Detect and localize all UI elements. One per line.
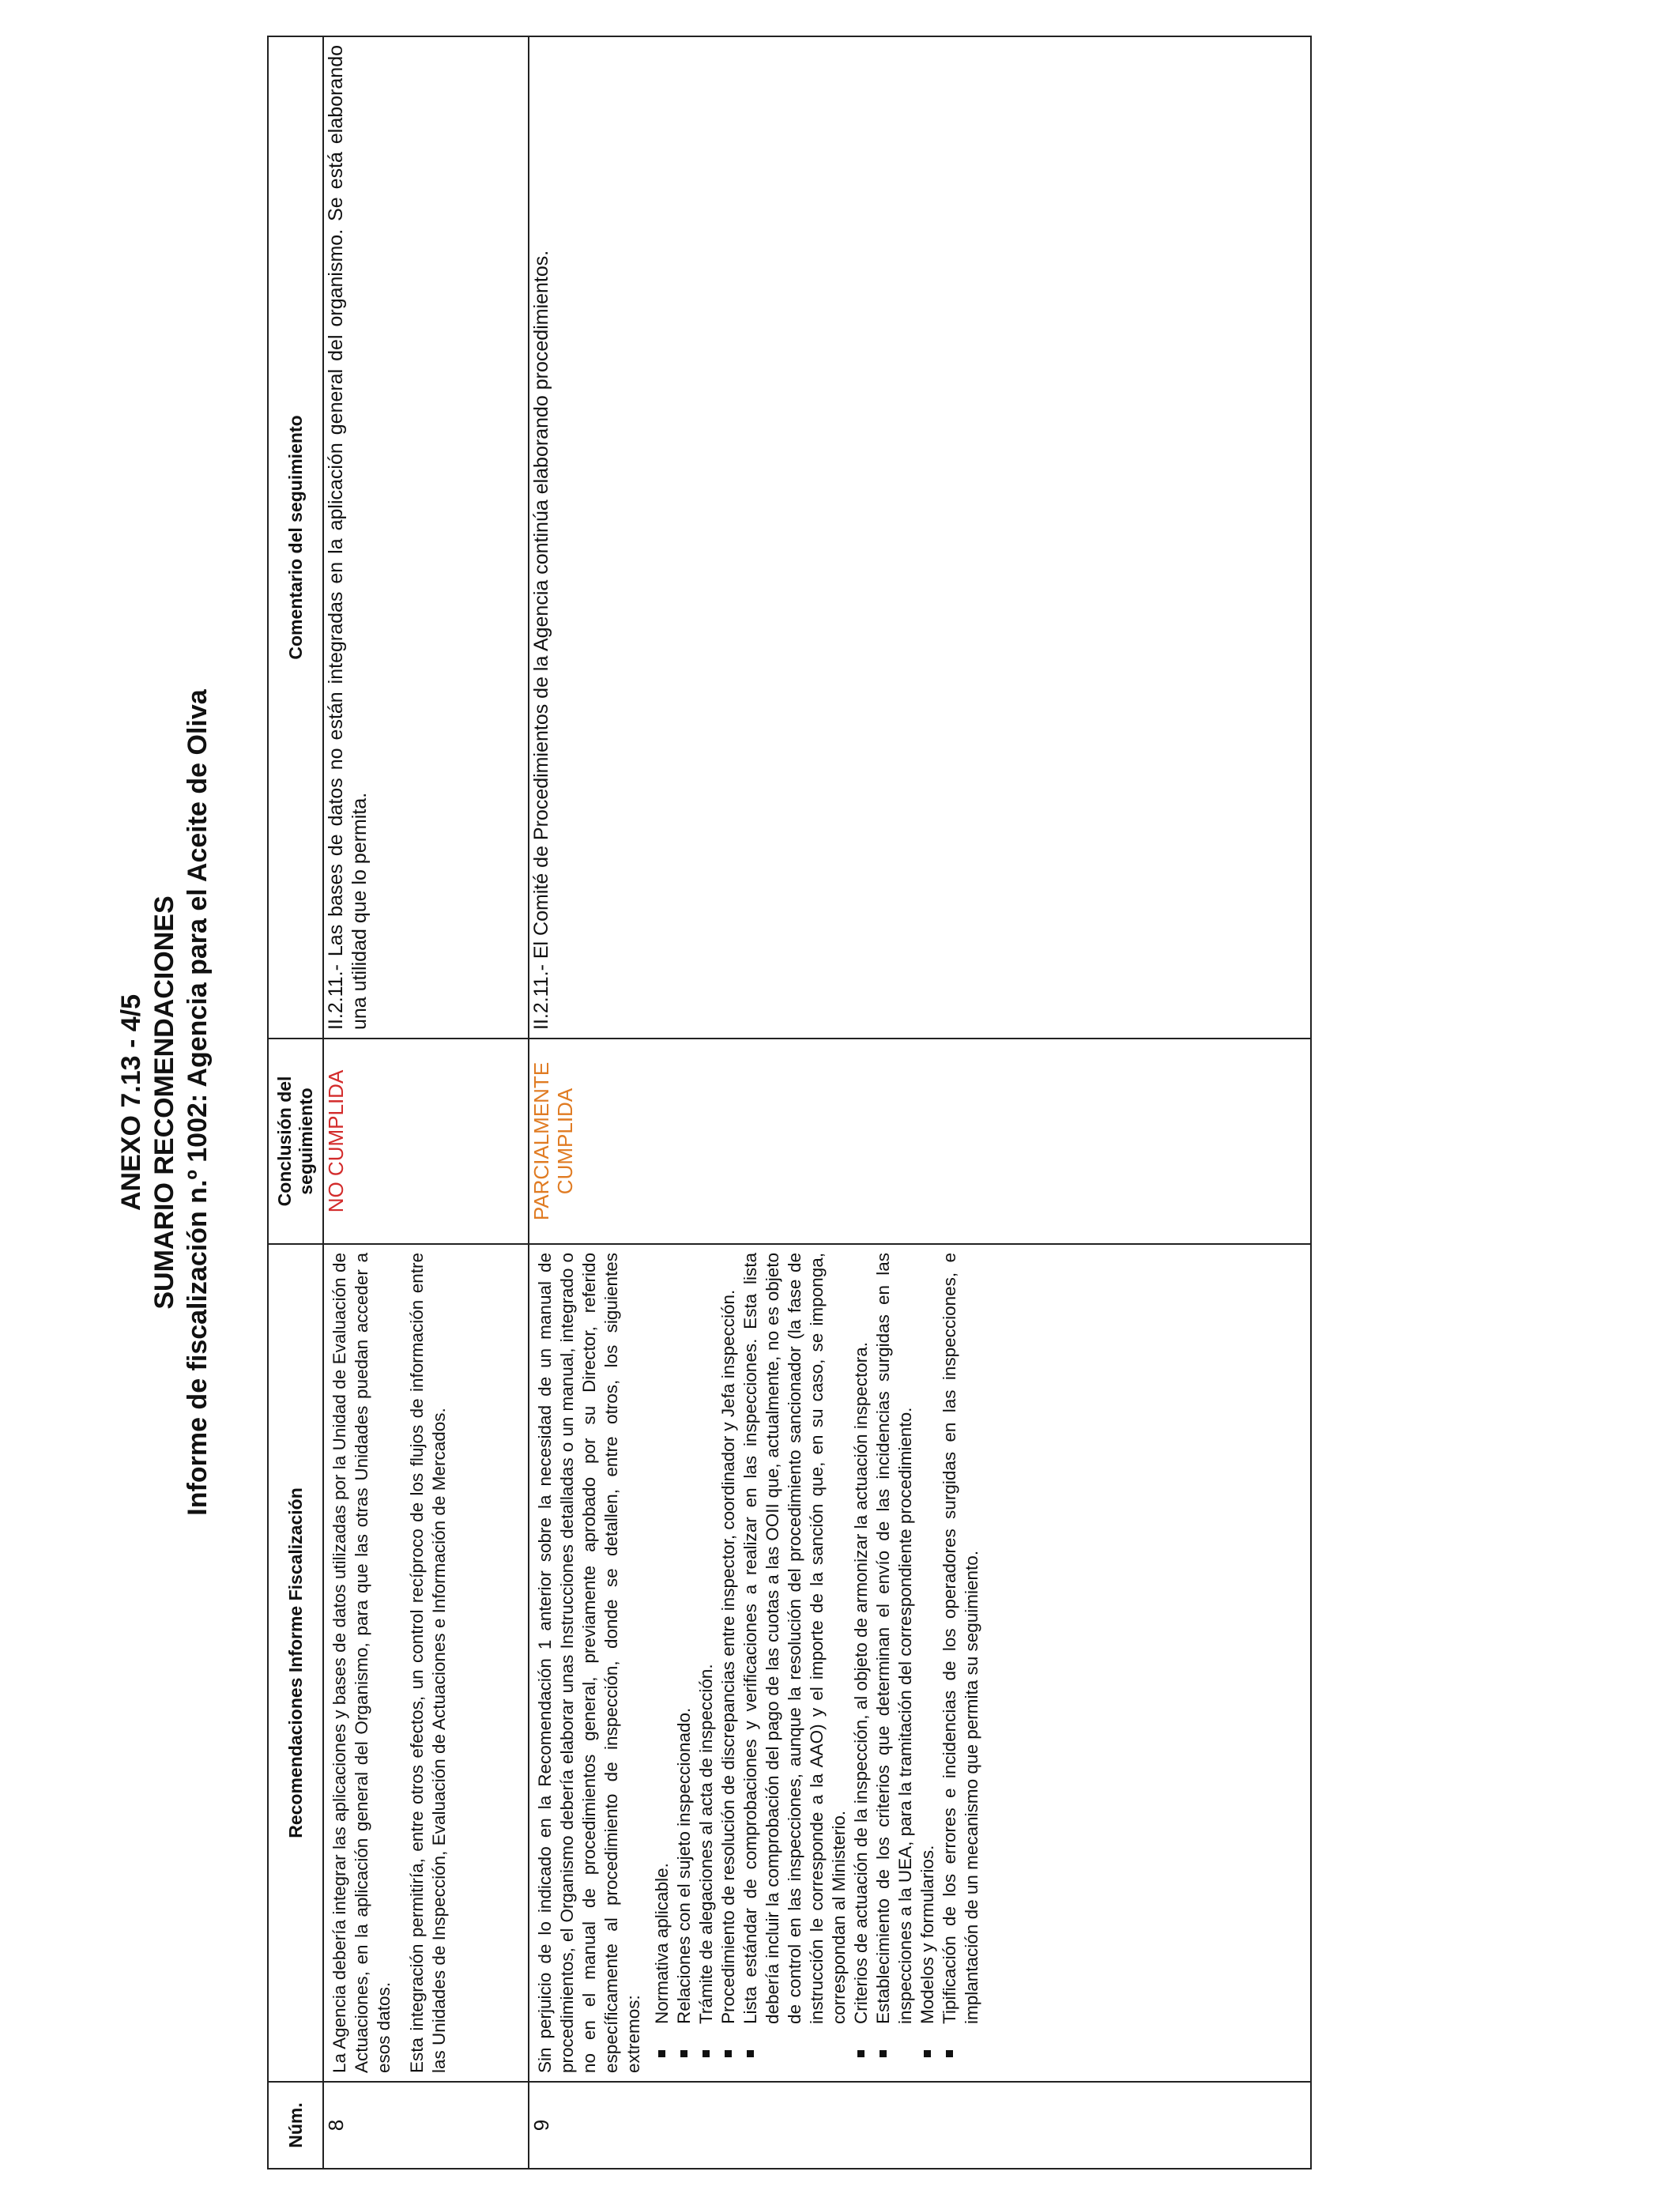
recommendation-text [323,1244,529,2082]
bullet-icon [658,2050,665,2057]
table-row [529,36,1311,2169]
list-item: Modelos y formularios. [917,1253,939,2073]
list-item: Tipificación de los errores e incidencias de los operadores surgidas en las inspecciones, e implantación de un mecanismo que permita su seguimiento. [939,1253,983,2073]
bullet-icon [680,2050,687,2057]
header-conclusion: Conclusión del seguimiento [268,1039,323,1244]
row-number: 9 [529,2082,1311,2169]
status-badge: NO CUMPLIDA [323,1039,529,1244]
summary-title: SUMARIO RECOMENDACIONES [149,895,179,1310]
list-item: Relaciones con el sujeto inspeccionado. [673,1253,695,2073]
recommendation-items [651,1253,983,2073]
rotated-page [24,36,1320,2169]
list-item: Procedimiento de resolución de discrepancias entre inspector, coordinador y Jefa inspección. [718,1253,740,2073]
bullet-icon [924,2050,931,2057]
recommendation-paragraph: La Agencia debería integrar las aplicaciones y bases de datos utilizadas por la Unidad de Evaluación de Actuaciones, en la aplicación general del Organismo, para que las otras Unidades puedan acceder a esos datos. [330,1253,394,2073]
list-item: Establecimiento de los criterios que determinan el envío de las incidencias surgidas en las inspecciones a la UEA, para la tramitación del correspondiente procedimiento. [872,1253,917,2073]
status-badge: PARCIALMENTE CUMPLIDA [529,1039,1311,1244]
recommendation-paragraph: Esta integración permitiría, entre otros efectos, un control recíproco de los flujos de información entre las Unidades de Inspección, Evaluación de Actuaciones e Información de Mercados. [407,1253,449,2073]
header-recommendations: Recomendaciones Informe Fiscalización [268,1244,323,2082]
list-item: Criterios de actuación de la inspección, al objeto de armonizar la actuación inspectora. [850,1253,872,2073]
bullet-icon [880,2050,887,2057]
table-row [323,36,529,2169]
bullet-icon [703,2050,710,2057]
row-number: 8 [323,2082,529,2169]
list-item: Trámite de alegaciones al acta de inspección. [695,1253,718,2073]
header-num: Núm. [268,2082,323,2169]
list-item: Lista estándar de comprobaciones y verificaciones a realizar en las inspecciones. Esta lista debería incluir la comprobación del pago de las cuotas a las OOII que, actualmente, no es objeto de control en las inspecciones, aunque la resolución del procedimiento sancionador (la fase de instrucción le corresponde a la AAO) y el importe de la sanción que, en su caso, se imponga, correspondan al Ministerio. [740,1253,850,2073]
recommendation-text [529,1244,1311,2082]
bullet-icon [747,2050,754,2057]
follow-up-comment: II.2.11.- Las bases de datos no están integradas en la aplicación general del organismo. Se está elaborando una utilidad que lo permita. [323,36,529,1039]
table-header-row [268,36,323,2169]
report-title: Informe de fiscalización n.º 1002: Agencia para el Aceite de Oliva [183,689,213,1516]
header-comment: Comentario del seguimiento [268,36,323,1039]
follow-up-comment: II.2.11.- El Comité de Procedimientos de la Agencia continúa elaborando procedimientos. [529,36,1311,1039]
recommendations-table [267,36,1312,2169]
bullet-icon [857,2050,864,2057]
list-item: Normativa aplicable. [651,1253,673,2073]
bullet-icon [946,2050,953,2057]
recommendation-paragraph: Sin perjuicio de lo indicado en la Recomendación 1 anterior sobre la necesidad de un manual de procedimientos, el Organismo debería elaborar unas Instrucciones detalladas o un manual, integrado o no en el manual de procedimientos general, previamente aprobado por su Director, referido específicamente al procedimiento de inspección, donde se detallen, entre otros, los siguientes extremos: [535,1253,643,2073]
bullet-icon [725,2050,732,2057]
annex-title: ANEXO 7.13 - 4/5 [116,994,146,1212]
document-header [115,36,214,2169]
